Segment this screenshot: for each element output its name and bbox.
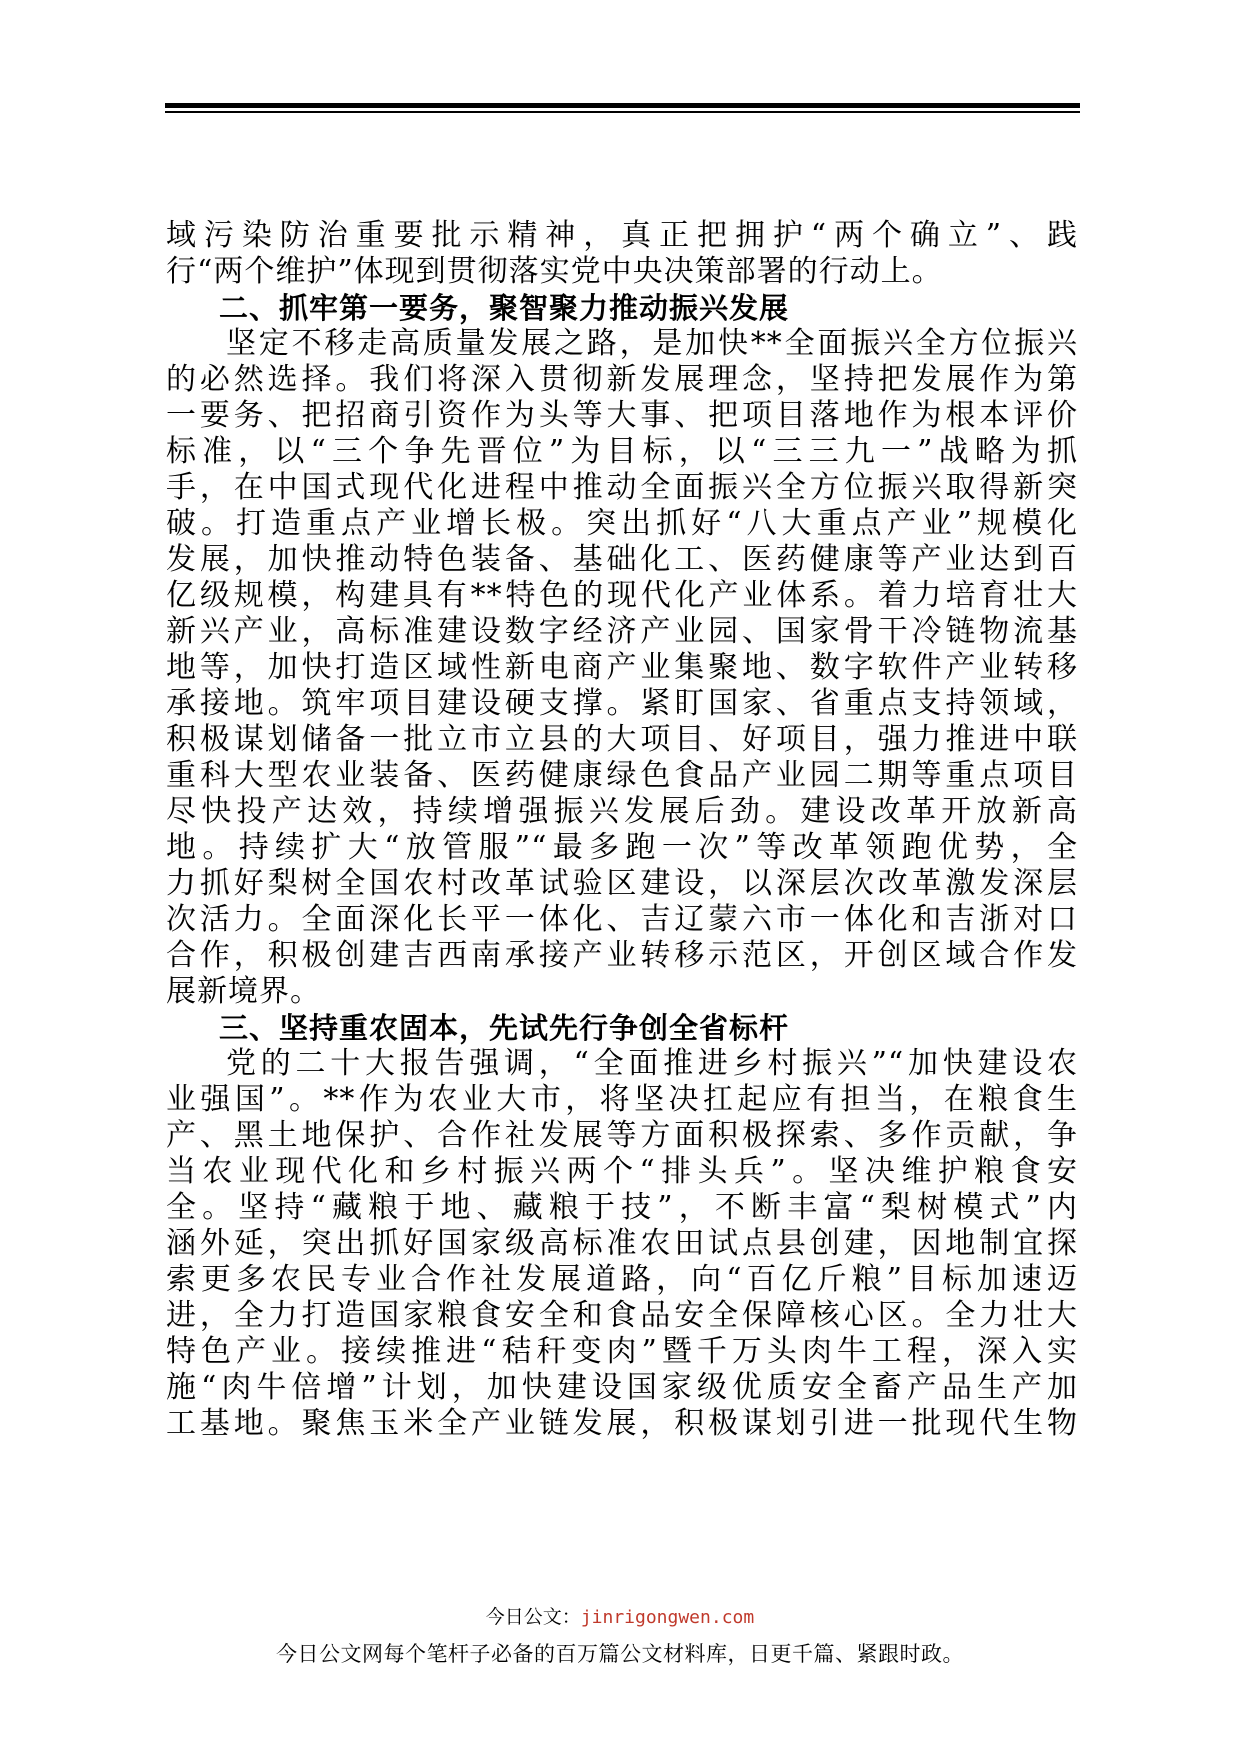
paragraph-line: 地。持续扩大“放管服”“最多跑一次”等改革领跑优势，全: [166, 830, 1078, 865]
paragraph-line: 业强国”。**作为农业大市，将坚决扛起应有担当，在粮食生: [166, 1082, 1078, 1117]
paragraph-line: 域污染防治重要批示精神，真正把拥护“两个确立”、践: [166, 218, 1078, 253]
paragraph-line: 亿级规模，构建具有**特色的现代化产业体系。着力培育壮大: [166, 578, 1078, 613]
paragraph-line: 全。坚持“藏粮于地、藏粮于技”，不断丰富“梨树模式”内: [166, 1190, 1078, 1225]
paragraph-line: 尽快投产达效，持续增强振兴发展后劲。建设改革开放新高: [166, 794, 1078, 829]
paragraph-first-line: 坚定不移走高质量发展之路，是加快**全面振兴全方位振兴: [226, 326, 1078, 361]
paragraph-line: 破。打造重点产业增长极。突出抓好“八大重点产业”规模化: [166, 506, 1078, 541]
paragraph-line: 产、黑土地保护、合作社发展等方面积极探索、多作贡献，争: [166, 1118, 1078, 1153]
paragraph-last-line: 展新境界。: [166, 974, 321, 1009]
paragraph-first-line: 党的二十大报告强调，“全面推进乡村振兴”“加快建设农: [226, 1046, 1078, 1081]
paragraph-line: 新兴产业，高标准建设数字经济产业园、国家骨干冷链物流基: [166, 614, 1078, 649]
paragraph-line: 当农业现代化和乡村振兴两个“排头兵”。坚决维护粮食安: [166, 1154, 1078, 1189]
paragraph-line: 特色产业。接续推进“秸秆变肉”暨千万头肉牛工程，深入实: [166, 1334, 1078, 1369]
footer-site-label: 今日公文：: [485, 1606, 581, 1628]
paragraph-line: 标准，以“三个争先晋位”为目标，以“三三九一”战略为抓: [166, 434, 1078, 469]
footer-site: [0, 1604, 1240, 1631]
section-heading: 二、抓牢第一要务，聚智聚力推动振兴发展: [219, 291, 790, 325]
paragraph-line: 承接地。筑牢项目建设硬支撑。紧盯国家、省重点支持领域，: [166, 686, 1078, 721]
paragraph-last-line: 行“两个维护”体现到贯彻落实党中央决策部署的行动上。: [166, 254, 943, 289]
paragraph-line: 地等，加快打造区域性新电商产业集聚地、数字软件产业转移: [166, 650, 1078, 685]
footer-slogan: 今日公文网每个笔杆子必备的百万篇公文材料库，日更千篇、紧跟时政。: [276, 1642, 964, 1666]
paragraph-line: 工基地。聚焦玉米全产业链发展，积极谋划引进一批现代生物: [166, 1406, 1078, 1441]
paragraph-line: 施“肉牛倍增”计划，加快建设国家级优质安全畜产品生产加: [166, 1370, 1078, 1405]
paragraph-line: 力抓好梨树全国农村改革试验区建设，以深层次改革激发深层: [166, 866, 1078, 901]
paragraph-line: 的必然选择。我们将深入贯彻新发展理念，坚持把发展作为第: [166, 362, 1078, 397]
paragraph-line: 进，全力打造国家粮食安全和食品安全保障核心区。全力壮大: [166, 1298, 1078, 1333]
section-heading: 三、坚持重农固本，先试先行争创全省标杆: [219, 1011, 790, 1045]
footer-site-url[interactable]: jinrigongwen.com: [580, 1607, 755, 1628]
paragraph-line: 合作，积极创建吉西南承接产业转移示范区，开创区域合作发: [166, 938, 1078, 973]
paragraph-line: 一要务、把招商引资作为头等大事、把项目落地作为根本评价: [166, 398, 1078, 433]
paragraph-line: 索更多农民专业合作社发展道路，向“百亿斤粮”目标加速迈: [166, 1262, 1078, 1297]
paragraph-line: 手，在中国式现代化进程中推动全面振兴全方位振兴取得新突: [166, 470, 1078, 505]
paragraph-line: 次活力。全面深化长平一体化、吉辽蒙六市一体化和吉浙对口: [166, 902, 1078, 937]
paragraph-line: 发展，加快推动特色装备、基础化工、医药健康等产业达到百: [166, 542, 1078, 577]
header-rule-thick: [165, 103, 1080, 108]
paragraph-line: 重科大型农业装备、医药健康绿色食品产业园二期等重点项目: [166, 758, 1078, 793]
document-body: [166, 218, 1078, 1442]
paragraph-line: 积极谋划储备一批立市立县的大项目、好项目，强力推进中联: [166, 722, 1078, 757]
header-rule-thin: [165, 111, 1080, 113]
paragraph-line: 涵外延，突出抓好国家级高标准农田试点县创建，因地制宜探: [166, 1226, 1078, 1261]
